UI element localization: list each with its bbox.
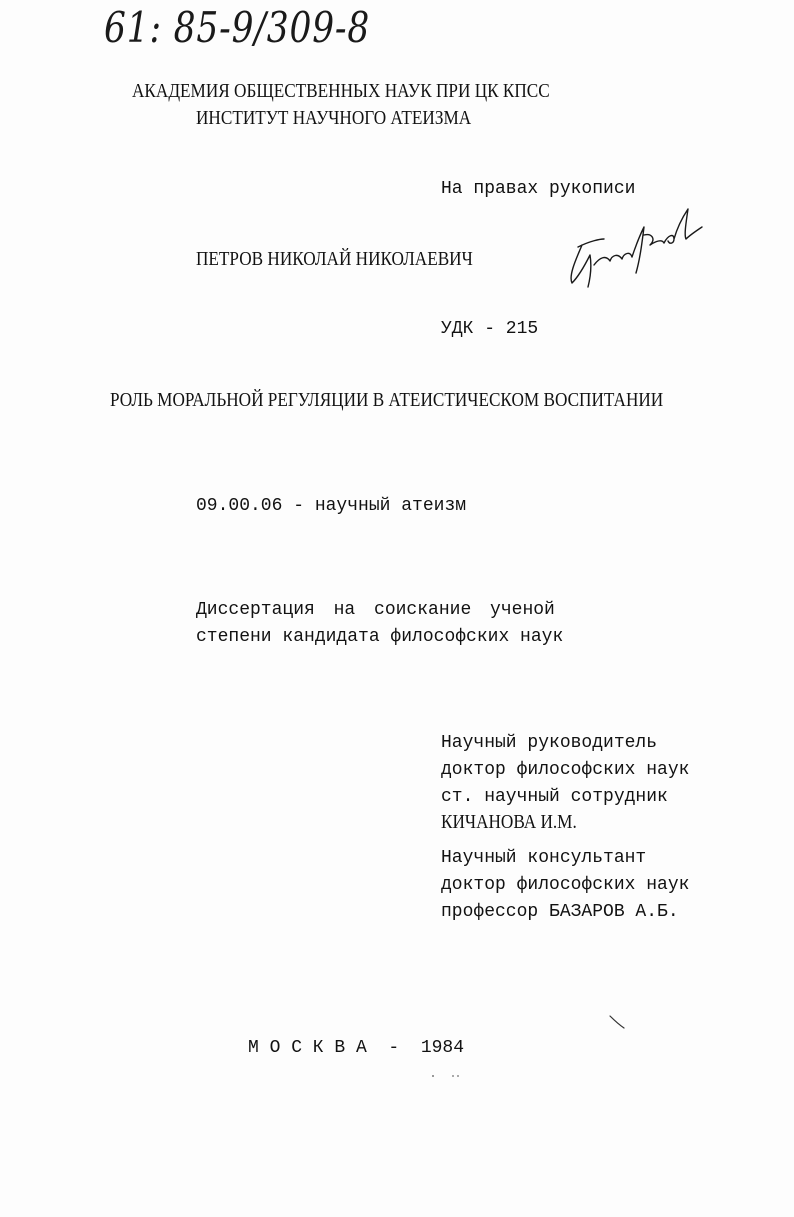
speck (457, 1075, 459, 1077)
consultant-position-name: профессор БАЗАРОВ А.Б. (441, 902, 679, 922)
archive-number: 61: 85-9/309-8 (104, 3, 371, 52)
supervisor-name: КИЧАНОВА И.М. (441, 811, 577, 833)
consultant-degree: доктор философских наук (441, 875, 690, 895)
place-and-year: М О С К В А - 1984 (248, 1038, 465, 1058)
supervisor-degree: доктор философских наук (441, 760, 690, 780)
specialty-code: 09.00.06 - научный атеизм (196, 496, 467, 516)
degree-line-1: Диссертация на соискание ученой (196, 600, 555, 620)
speck (452, 1075, 454, 1077)
institution-line-2: ИНСТИТУТ НАУЧНОГО АТЕИЗМА (196, 107, 472, 129)
manuscript-rights-label: На правах рукописи (441, 179, 636, 199)
speck (432, 1075, 434, 1077)
supervisor-role: Научный руководитель (441, 733, 658, 753)
dissertation-title: РОЛЬ МОРАЛЬНОЙ РЕГУЛЯЦИИ В АТЕИСТИЧЕСКОМ ВОСПИТАНИИ (110, 389, 664, 411)
udc-code: УДК - 215 (441, 319, 539, 339)
signature-icon (560, 205, 710, 295)
supervisor-position: ст. научный сотрудник (441, 787, 668, 807)
author-name: ПЕТРОВ НИКОЛАЙ НИКОЛАЕВИЧ (196, 248, 473, 270)
institution-line-1: АКАДЕМИЯ ОБЩЕСТВЕННЫХ НАУК ПРИ ЦК КПСС (132, 80, 550, 102)
degree-line-2: степени кандидата философских наук (196, 627, 564, 647)
pen-mark-icon (608, 1014, 630, 1032)
consultant-role: Научный консультант (441, 848, 647, 868)
